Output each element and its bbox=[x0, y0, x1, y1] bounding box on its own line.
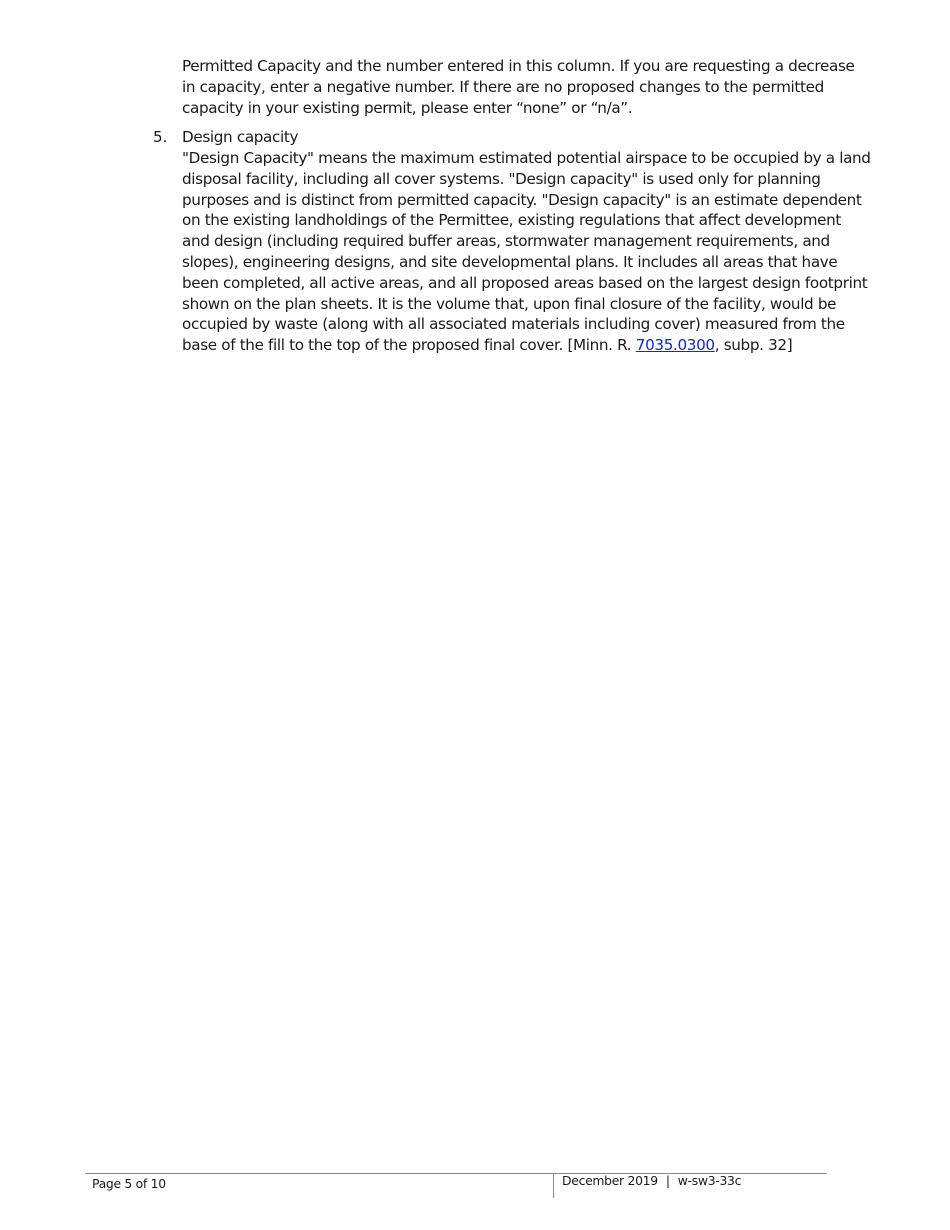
definition-text: "Design Capacity" means the maximum estimated potential airspace to be occupied by a land disposal facility, including all cover systems. "Design capacity" is used only for planning purposes and is distinct from permitted capacity. "Design capacity" is an estimate dependent on the existing landholdings of the Permittee, existing regulations that affect development and design (including required buffer areas, stormwater management requirements, and slopes), engineering designs, and site developmental plans. It includes all areas that have been completed, all active areas, and all proposed areas based on the largest design footprint shown on the plan sheets. It is the volume that, upon final closure of the facility, would be occupied by waste (along with all associated materials including cover) measured from the base of the fill to the top of the proposed final cover. bbox=[182, 149, 871, 355]
footer-separator: | bbox=[665, 1173, 670, 1188]
footer-doc-id: w-sw3-33c bbox=[677, 1173, 742, 1188]
footer-doc-info bbox=[562, 1173, 741, 1189]
citation-prefix: [Minn. R. bbox=[567, 336, 636, 355]
continued-paragraph: Permitted Capacity and the number entered in this column. If you are requesting a decrease in capacity, enter a negative number. If there are no proposed changes to the permitted capacity in your existing permit, please enter “none” or “n/a”. bbox=[182, 57, 855, 117]
list-item-number: 5. bbox=[153, 128, 168, 146]
list-item-heading: Design capacity bbox=[182, 128, 299, 146]
rule-citation-link[interactable]: 7035.0300 bbox=[635, 336, 715, 355]
citation-suffix: , subp. 32] bbox=[714, 336, 793, 355]
footer-vertical-divider bbox=[553, 1173, 554, 1198]
footer-date: December 2019 bbox=[562, 1173, 658, 1188]
design-capacity-definition bbox=[182, 148, 872, 356]
footer-page-number: Page 5 of 10 bbox=[92, 1176, 166, 1191]
